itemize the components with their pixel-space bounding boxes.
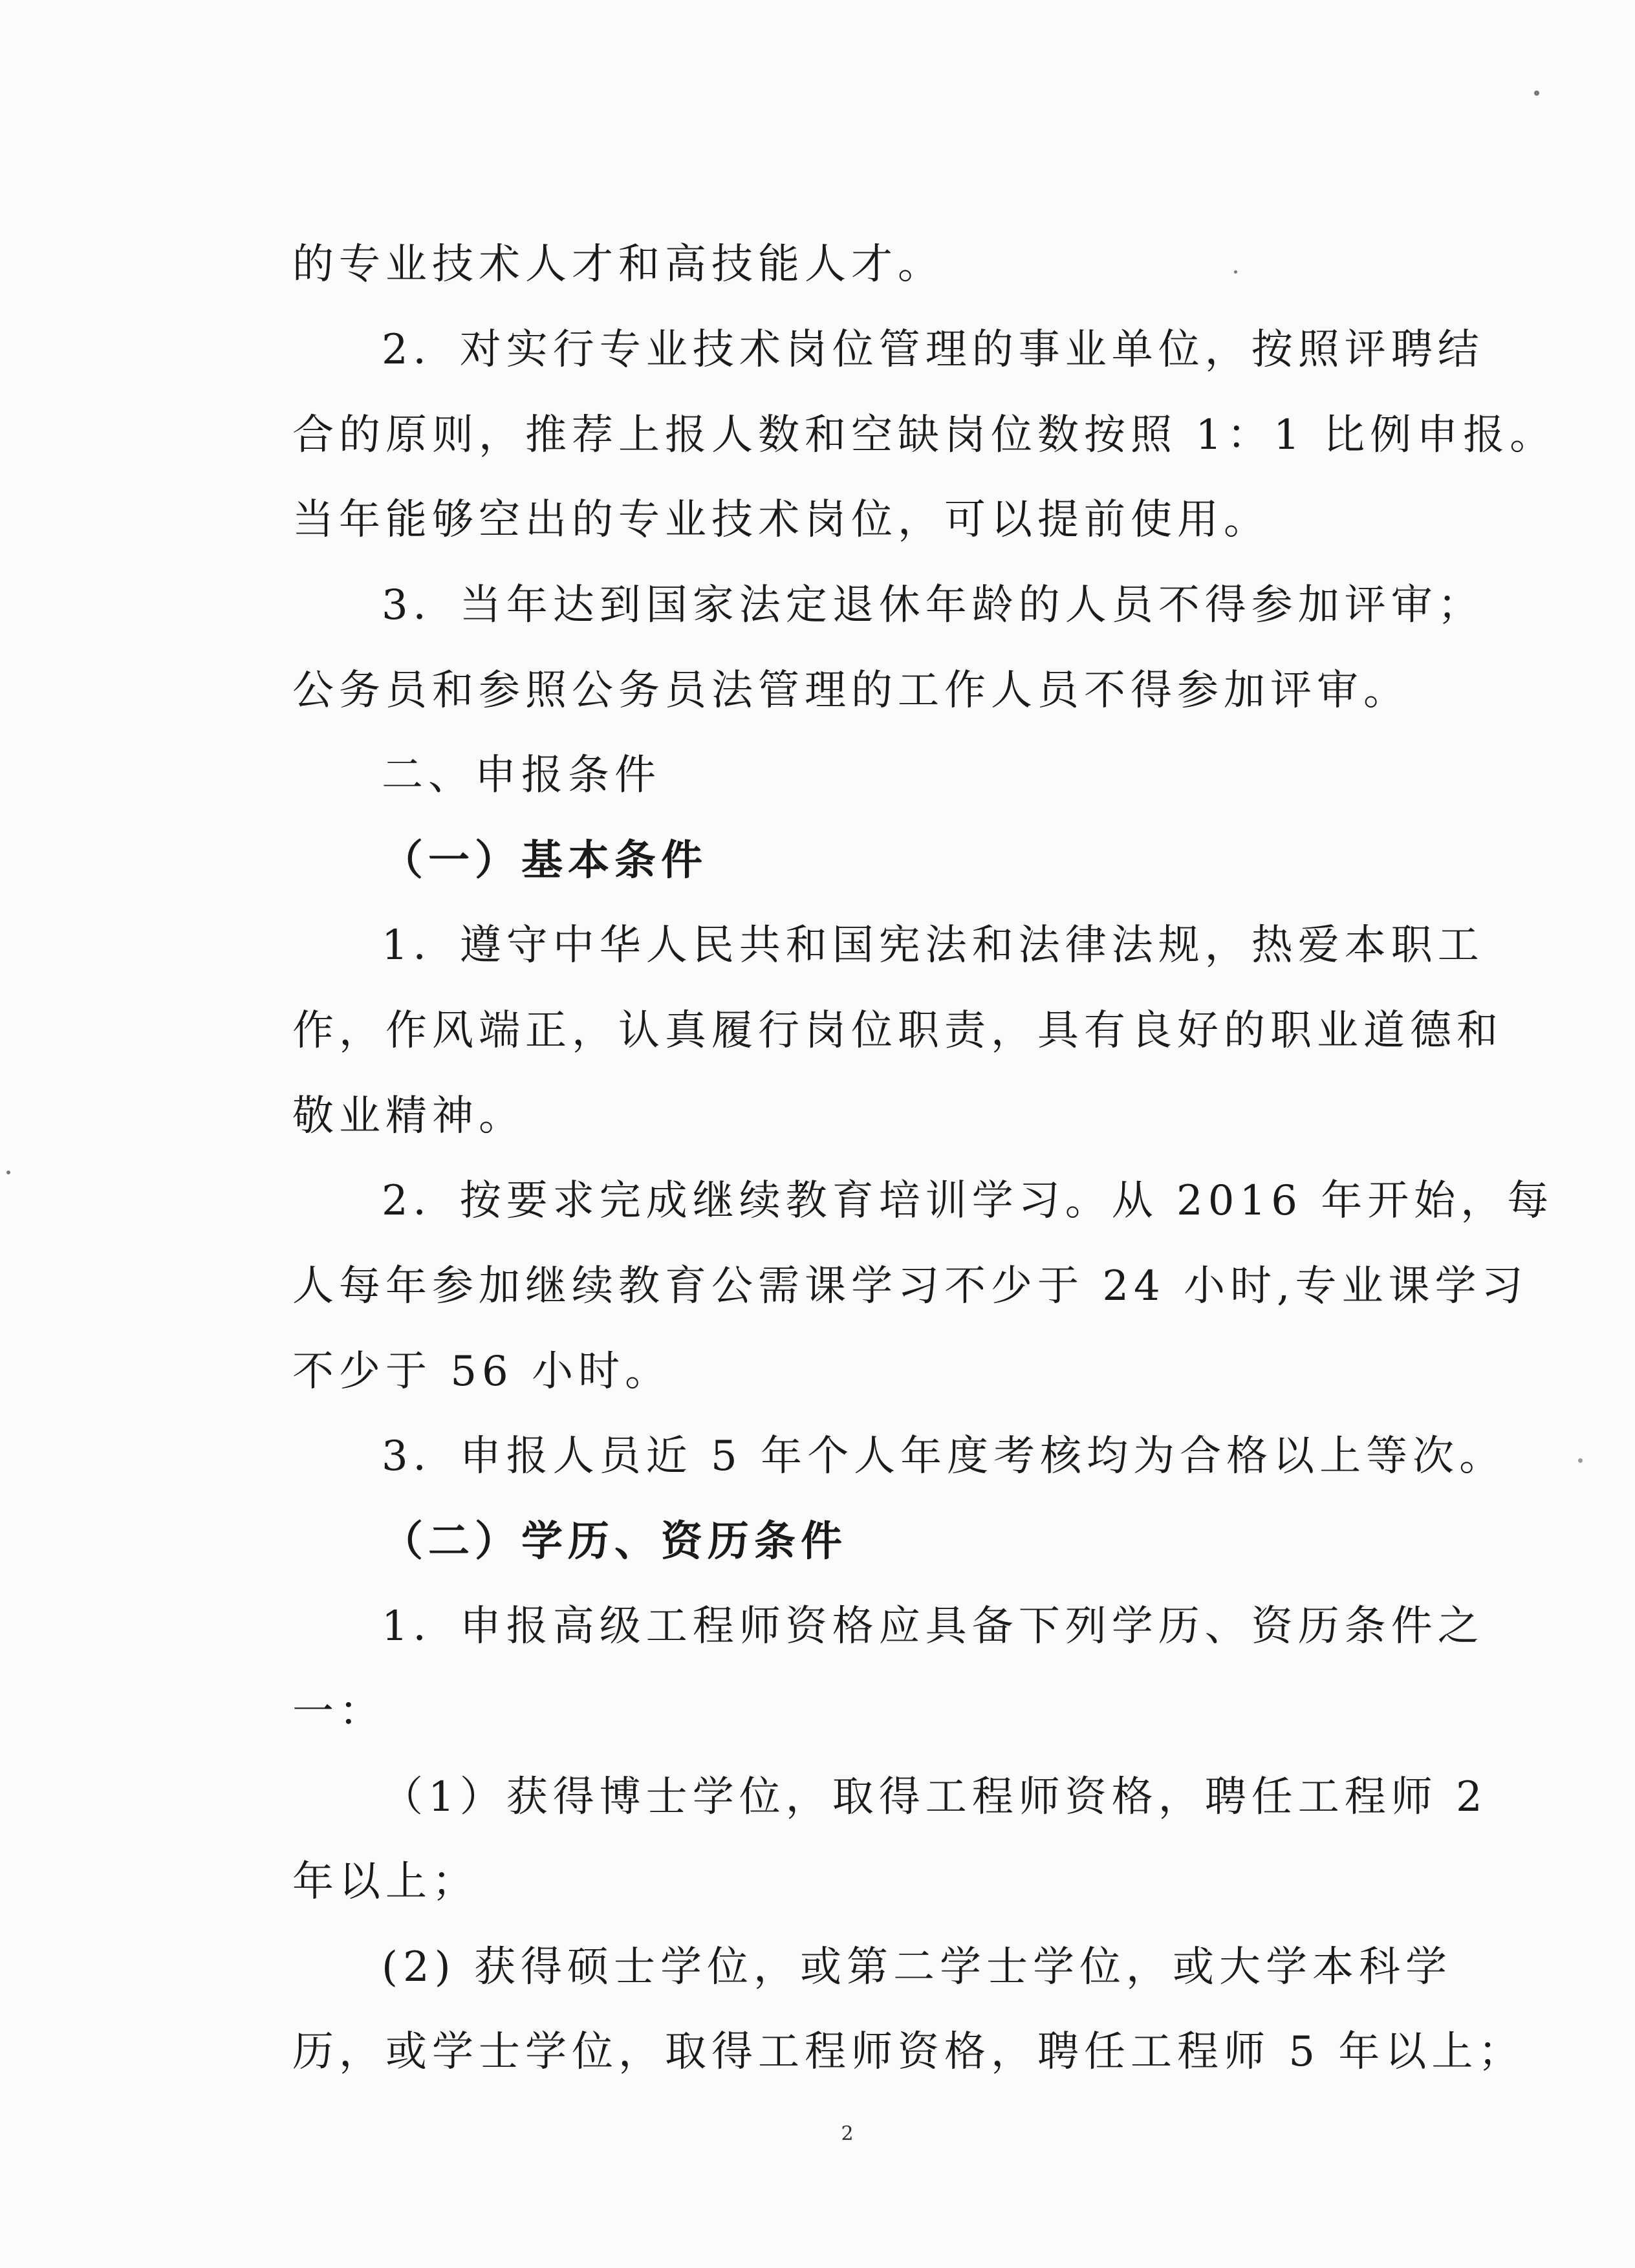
- paragraph-line: 的专业技术人才和高技能人才。: [292, 241, 944, 288]
- paragraph-line: 不少于 56 小时。: [292, 1348, 672, 1396]
- paragraph-line: 3．申报人员近 5 年个人年度考核均为合格以上等次。: [382, 1432, 1506, 1480]
- subsection-heading: （一）基本条件: [382, 836, 708, 885]
- paragraph-line: 合的原则，推荐上报人数和空缺岗位数按照 1：1 比例申报。: [292, 411, 1557, 459]
- paragraph-line: 公务员和参照公务员法管理的工作人员不得参加评审。: [292, 667, 1410, 715]
- scan-speck: [1534, 91, 1539, 96]
- scan-speck: [1578, 1458, 1583, 1463]
- scan-speck: [1234, 270, 1237, 274]
- scan-speck: [6, 1171, 10, 1174]
- paragraph-line: 3．当年达到国家法定退休年龄的人员不得参加评审；: [382, 581, 1484, 629]
- paragraph-line: 2．按要求完成继续教育培训学习。从 2016 年开始，每: [382, 1177, 1554, 1225]
- paragraph-line: 人每年参加继续教育公需课学习不少于 24 小时,专业课学习: [292, 1262, 1528, 1310]
- paragraph-line: 当年能够空出的专业技术岗位，可以提前使用。: [292, 496, 1270, 544]
- subsection-heading: （二）学历、资历条件: [382, 1517, 847, 1566]
- paragraph-line: 1．遵守中华人民共和国宪法和法律法规，热爱本职工: [382, 922, 1484, 969]
- paragraph-line: 作，作风端正，认真履行岗位职责，具有良好的职业道德和: [292, 1007, 1503, 1055]
- paragraph-line: (2) 获得硕士学位，或第二学士学位，或大学本科学: [382, 1943, 1452, 1991]
- section-heading: 二、申报条件: [382, 751, 661, 799]
- paragraph-line: 1．申报高级工程师资格应具备下列学历、资历条件之: [382, 1603, 1484, 1650]
- paragraph-line: 敬业精神。: [292, 1092, 525, 1140]
- paragraph-line: 年以上；: [292, 1858, 479, 1906]
- paragraph-line: 一：: [292, 1688, 385, 1736]
- paragraph-line: 历，或学士学位，取得工程师资格，聘任工程师 5 年以上；: [292, 2028, 1525, 2076]
- paragraph-line: （1）获得博士学位，取得工程师资格，聘任工程师 2: [382, 1773, 1488, 1821]
- paragraph-line: 2．对实行专业技术岗位管理的事业单位，按照评聘结: [382, 326, 1484, 374]
- page-number: 2: [841, 2122, 854, 2145]
